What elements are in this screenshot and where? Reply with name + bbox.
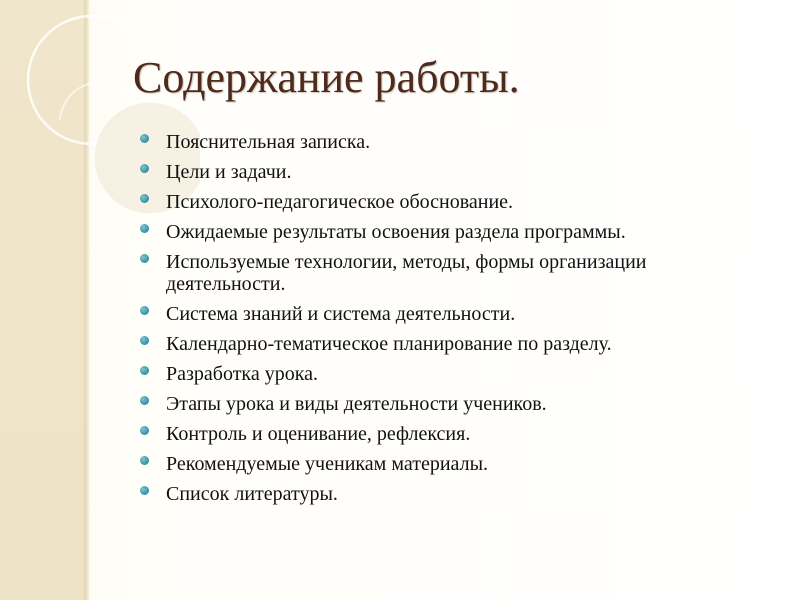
list-item (140, 363, 760, 385)
list-item (140, 131, 760, 153)
list-item (140, 393, 760, 415)
bullet-dot-icon (140, 456, 149, 465)
contents-list (140, 131, 760, 513)
list-item (140, 191, 760, 213)
list-item (140, 423, 760, 445)
list-item (140, 333, 760, 355)
bullet-dot-icon (140, 306, 149, 315)
list-item-text: Этапы урока и виды деятельности учеников. (166, 393, 547, 415)
list-item-text: Цели и задачи. (166, 161, 292, 183)
bullet-dot-icon (140, 224, 149, 233)
list-item (140, 251, 760, 295)
list-item-text: Используемые технологии, методы, формы организации деятельности. (166, 251, 647, 295)
list-item-text: Календарно-тематическое планирование по разделу. (166, 333, 612, 355)
list-item (140, 161, 760, 183)
list-item (140, 303, 760, 325)
list-item-text: Контроль и оценивание, рефлексия. (166, 423, 471, 445)
list-item (140, 221, 760, 243)
bullet-dot-icon (140, 194, 149, 203)
list-item-text: Ожидаемые результаты освоения раздела программы. (166, 221, 626, 243)
bullet-dot-icon (140, 336, 149, 345)
list-item-text: Психолого-педагогическое обоснование. (166, 191, 514, 213)
bullet-dot-icon (140, 254, 149, 263)
list-item-text: Система знаний и система деятельности. (166, 303, 516, 325)
bullet-dot-icon (140, 134, 149, 143)
slide-title: Содержание работы. (133, 53, 520, 102)
bullet-dot-icon (140, 164, 149, 173)
list-item (140, 483, 760, 505)
list-item-text: Рекомендуемые ученикам материалы. (166, 453, 489, 475)
list-item (140, 453, 760, 475)
bullet-dot-icon (140, 426, 149, 435)
bullet-dot-icon (140, 486, 149, 495)
bullet-dot-icon (140, 366, 149, 375)
list-item-text: Разработка урока. (166, 363, 319, 385)
list-item-text: Пояснительная записка. (166, 131, 371, 153)
bullet-dot-icon (140, 396, 149, 405)
list-item-text: Список литературы. (166, 483, 338, 505)
